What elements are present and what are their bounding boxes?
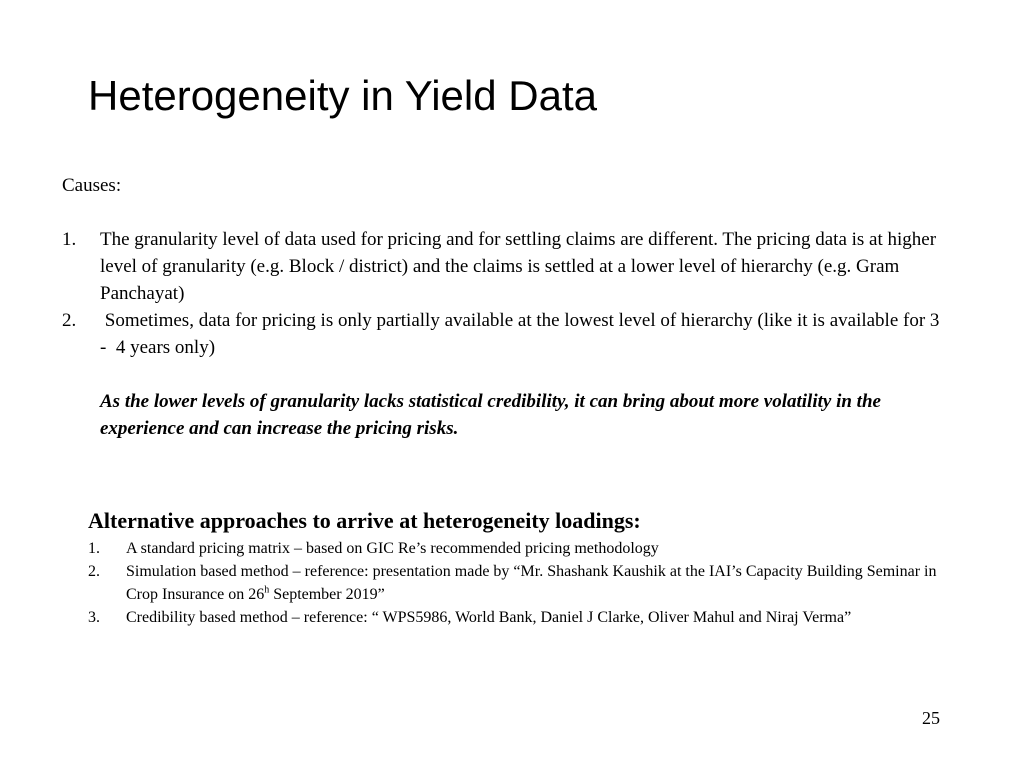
alternative-text-after: September 2019” — [269, 586, 385, 603]
causes-label: Causes: — [62, 175, 122, 196]
alternative-item-2 — [88, 560, 948, 606]
cause-text: Sometimes, data for pricing is only partially available at the lowest level of hierarchy (like it is available for 3 - 4 years only) — [100, 310, 945, 358]
alternative-number: 2. — [88, 563, 100, 580]
alternative-text: Credibility based method – reference: “ WPS5986, World Bank, Daniel J Clarke, Oliver Mahul and Niraj Verma” — [126, 609, 852, 626]
alternative-item-1 — [88, 537, 948, 560]
cause-number: 1. — [62, 229, 77, 250]
conclusion-text: As the lower levels of granularity lacks statistical credibility, it can bring about more volatility in the experience and can increase the pricing risks. — [100, 391, 881, 439]
cause-text: The granularity level of data used for pricing and for settling claims are different. The pricing data is at higher level of granularity (e.g. Block / district) and the claims is settled at a lower level of hierarchy (e.g. Gram Panchayat) — [100, 229, 937, 304]
alternative-number: 3. — [88, 609, 100, 626]
slide-title: Heterogeneity in Yield Data — [88, 72, 597, 119]
cause-item-1 — [62, 226, 942, 307]
alternative-number: 1. — [88, 540, 100, 557]
cause-item-2 — [62, 307, 945, 361]
cause-number: 2. — [62, 310, 77, 331]
alternative-text: A standard pricing matrix – based on GIC Re’s recommended pricing methodology — [126, 540, 659, 557]
ordinal-superscript: h — [264, 584, 270, 596]
alternative-text-before: Simulation based method – reference: presentation made by “Mr. Shashank Kaushik at the IAI’s Capacity Building Seminar in Crop Insurance on 26 — [126, 563, 937, 603]
alternatives-section — [88, 505, 948, 629]
page-number: 25 — [922, 708, 940, 728]
causes-section — [62, 172, 945, 442]
alternatives-heading: Alternative approaches to arrive at heterogeneity loadings: — [88, 508, 641, 533]
alternative-item-3 — [88, 606, 948, 629]
